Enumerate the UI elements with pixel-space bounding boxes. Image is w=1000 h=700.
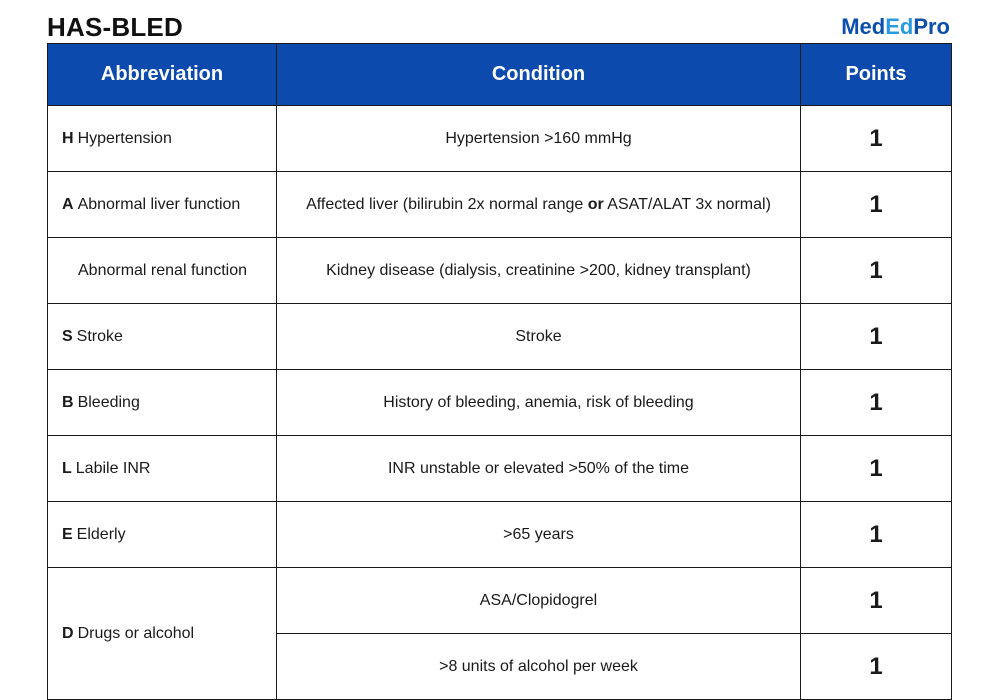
condition-cell: >8 units of alcohol per week	[277, 634, 801, 700]
header-points: Points	[801, 44, 952, 106]
points-cell: 1	[801, 436, 952, 502]
abbreviation-cell: H Hypertension	[48, 106, 277, 172]
table-row	[48, 568, 952, 634]
points-cell: 1	[801, 634, 952, 700]
page-title: HAS-BLED	[47, 12, 183, 42]
abbreviation-cell: D Drugs or alcohol	[48, 568, 277, 700]
header-condition: Condition	[277, 44, 801, 106]
abbreviation-cell: Abnormal renal function	[48, 238, 277, 304]
points-cell: 1	[801, 370, 952, 436]
condition-cell: Kidney disease (dialysis, creatinine >200, kidney transplant)	[277, 238, 801, 304]
condition-cell: ASA/Clopidogrel	[277, 568, 801, 634]
points-cell: 1	[801, 172, 952, 238]
header-abbreviation: Abbreviation	[48, 44, 277, 106]
table-row	[48, 436, 952, 502]
points-cell: 1	[801, 106, 952, 172]
condition-cell: INR unstable or elevated >50% of the time	[277, 436, 801, 502]
table-row	[48, 172, 952, 238]
abbreviation-cell: E Elderly	[48, 502, 277, 568]
table-header-row	[48, 44, 952, 106]
abbreviation-cell: B Bleeding	[48, 370, 277, 436]
abbreviation-cell: S Stroke	[48, 304, 277, 370]
condition-cell: History of bleeding, anemia, risk of bleeding	[277, 370, 801, 436]
condition-cell: >65 years	[277, 502, 801, 568]
points-cell: 1	[801, 568, 952, 634]
condition-cell: Affected liver (bilirubin 2x normal range or ASAT/ALAT 3x normal)	[277, 172, 801, 238]
condition-cell: Hypertension >160 mmHg	[277, 106, 801, 172]
table-row	[48, 106, 952, 172]
points-cell: 1	[801, 238, 952, 304]
abbreviation-cell: L Labile INR	[48, 436, 277, 502]
table-row	[48, 370, 952, 436]
condition-cell: Stroke	[277, 304, 801, 370]
has-bled-table	[47, 43, 952, 700]
table-row	[48, 238, 952, 304]
brand-logo: MedEdPro	[841, 14, 950, 39]
table-row	[48, 502, 952, 568]
abbreviation-cell: A Abnormal liver function	[48, 172, 277, 238]
points-cell: 1	[801, 304, 952, 370]
points-cell: 1	[801, 502, 952, 568]
table-row	[48, 304, 952, 370]
